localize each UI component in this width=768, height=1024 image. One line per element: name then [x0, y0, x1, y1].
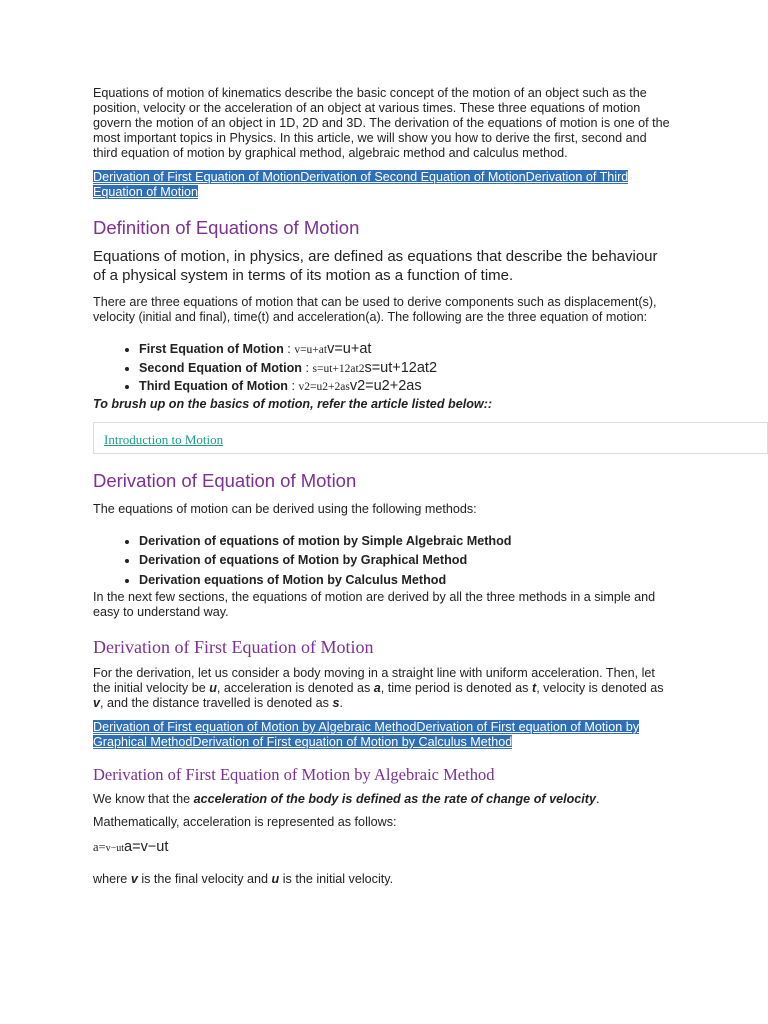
- first-equation-links[interactable]: Derivation of First equation of Motion by Algebraic MethodDerivation of First equation of Motion by Graphical MethodDerivation of First equation of Motion by Calculus Method: [93, 720, 640, 749]
- derivation-after: In the next few sections, the equations of motion are derived by all the three methods in a simple and easy to understand way.: [93, 590, 656, 619]
- equation-sans: v2=u2+2as: [349, 378, 422, 394]
- first-equation-paragraph: For the derivation, let us consider a body moving in a straight line with uniform acceleration. Then, let the initial velocity be u, acceleration is denoted as a, time period is denoted as t, velocity is denoted as v, and the distance travelled is denoted as s.: [93, 666, 664, 710]
- intro-paragraph: Equations of motion of kinematics describe the basic concept of the motion of an object such as the position, velocity or the acceleration of an object at various times. These three equations of motion govern the motion of an object in 1D, 2D and 3D. The derivation of the equations of motion is one of the most important topics in Physics. In this article, we will show you how to derive the first, second and third equation of motion by graphical method, algebraic method and calculus method.: [93, 86, 670, 160]
- first-equation-heading: Derivation of First Equation of Motion: [93, 637, 374, 657]
- toc-links[interactable]: Derivation of First Equation of MotionDerivation of Second Equation of MotionDerivation of Third Equation of Motion: [93, 170, 629, 199]
- acceleration-formula: a=v−uta=v−ut: [93, 839, 169, 855]
- derivation-paragraph: The equations of motion can be derived using the following methods:: [93, 501, 477, 516]
- equation-sans: v=u+at: [327, 341, 372, 357]
- where-text: where v is the final velocity and u is the initial velocity.: [93, 872, 394, 886]
- equation-serif: v2=u2+2as: [298, 381, 350, 393]
- equation-sep: :: [302, 360, 313, 375]
- equation-sep: :: [288, 379, 299, 393]
- equation-sans: s=ut+12at2: [364, 359, 438, 376]
- equation-serif: v=u+at: [294, 344, 328, 356]
- list-item: [139, 378, 673, 397]
- equation-label: Third Equation of Motion: [139, 379, 288, 393]
- derivation-heading: Derivation of Equation of Motion: [93, 469, 357, 491]
- method-label: Derivation of equations of motion by Simple Algebraic Method: [139, 533, 512, 548]
- article-body: [93, 86, 673, 887]
- brush-up-note: To brush up on the basics of motion, refer the article listed below::: [93, 396, 493, 411]
- introduction-to-motion-link[interactable]: Introduction to Motion: [104, 431, 224, 447]
- equation-label: Second Equation of Motion: [139, 360, 302, 375]
- equations-list: [93, 341, 673, 397]
- definition-lead: Equations of motion, in physics, are defined as equations that describe the behaviour of a physical system in terms of its motion as a function of time.: [93, 248, 658, 284]
- reference-box: [93, 422, 768, 454]
- list-item: [139, 360, 673, 379]
- equation-sep: :: [283, 342, 295, 356]
- list-item: [139, 341, 673, 360]
- method-label: Derivation of equations of Motion by Graphical Method: [139, 553, 468, 567]
- mathematically-text: Mathematically, acceleration is represented as follows:: [93, 815, 397, 829]
- method-label: Derivation equations of Motion by Calculus Method: [139, 572, 447, 587]
- list-item: [139, 532, 673, 552]
- algebraic-heading: Derivation of First Equation of Motion by Algebraic Method: [93, 765, 495, 784]
- list-item: [139, 551, 673, 571]
- equation-serif: s=ut+12at2: [312, 362, 365, 375]
- methods-list: [93, 532, 673, 591]
- acceleration-definition: We know that the acceleration of the body is defined as the rate of change of velocity.: [93, 792, 600, 806]
- definition-paragraph: There are three equations of motion that can be used to derive components such as displacement(s), velocity (initial and final), time(t) and acceleration(a). The following are the three equation of motion:: [93, 295, 657, 324]
- list-item: [139, 571, 673, 591]
- definition-heading: Definition of Equations of Motion: [93, 217, 360, 238]
- equation-label: First Equation of Motion: [139, 342, 284, 356]
